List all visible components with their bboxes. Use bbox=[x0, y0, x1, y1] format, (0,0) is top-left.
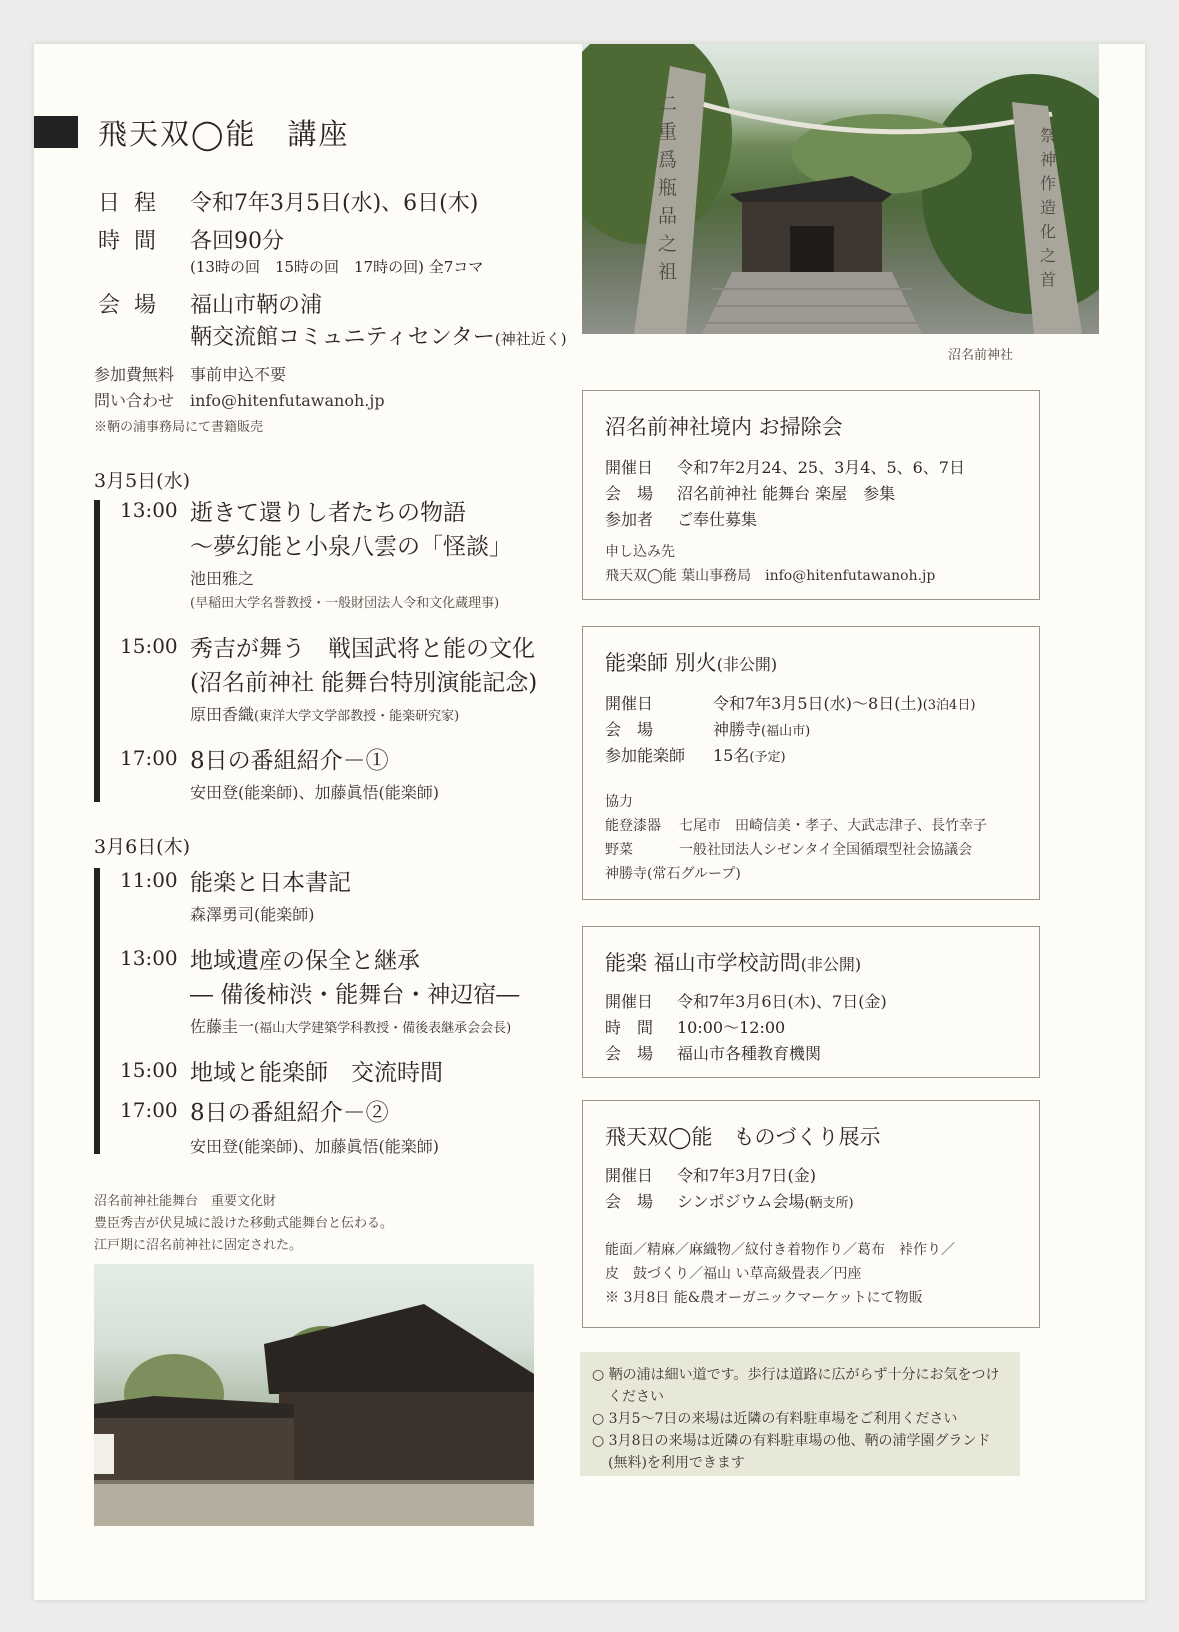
day1-label: 3月5日(水) bbox=[94, 470, 191, 492]
box1-row2-value: 沼名前神社 能舞台 楽屋 参集 bbox=[677, 484, 896, 503]
box1-row3-value: ご奉仕募集 bbox=[677, 510, 758, 529]
box2-row1-text: 令和7年3月5日(水)～8日(土) bbox=[713, 694, 923, 713]
box1-title: 沼名前神社境内 お掃除会 bbox=[605, 415, 843, 439]
box1-row1-value: 令和7年2月24、25、3月4、5、6、7日 bbox=[677, 458, 965, 477]
flyer-sheet bbox=[34, 44, 1145, 1600]
stage-caption-1: 沼名前神社能舞台 重要文化財 bbox=[94, 1194, 277, 1209]
box3-title-note: (非公開) bbox=[800, 955, 862, 974]
notice-1b: ください bbox=[608, 1389, 664, 1405]
title-marker bbox=[34, 116, 78, 148]
day1-time-1: 13:00 bbox=[120, 498, 178, 522]
venue-note: (神社近く) bbox=[494, 330, 567, 348]
box4-crafts-1: 能面／精麻／麻織物／紋付き着物作り／葛布 裃作り／ bbox=[605, 1242, 955, 1258]
venue-label: 会場 bbox=[98, 293, 171, 318]
box2-row3-text: 15名 bbox=[713, 746, 750, 765]
box2-row2-label: 会 場 bbox=[605, 720, 654, 739]
school-visit-box bbox=[582, 926, 1040, 1078]
box2-title-note: (非公開) bbox=[716, 655, 778, 674]
box3-row2-label: 時 間 bbox=[605, 1018, 654, 1037]
day2-title-2a: 地域遺産の保全と継承 bbox=[190, 948, 420, 974]
schedule-value: 令和7年3月5日(水)、6日(木) bbox=[190, 191, 479, 216]
contact-text: 問い合わせ info@hitenfutawanoh.jp bbox=[94, 391, 385, 410]
left-pillar-inscription: 二重爲瓶品之祖 bbox=[658, 93, 678, 283]
box1-apply-label: 申し込み先 bbox=[605, 544, 675, 560]
box2-coop2-value: 一般社団法人シゼンタイ全国循環型社会協議会 bbox=[679, 842, 973, 858]
craft-exhibition-box bbox=[582, 1100, 1040, 1328]
day2-label: 3月6日(木) bbox=[94, 836, 191, 858]
day2-speaker-2-name: 佐藤圭一 bbox=[190, 1017, 255, 1036]
box4-row2-note: (鞆支所) bbox=[804, 1196, 854, 1211]
shrine-photo bbox=[582, 44, 1099, 334]
betsubi-box bbox=[582, 626, 1040, 900]
noh-stage-illustration bbox=[94, 1264, 534, 1526]
day2-speaker-2-role: (福山大学建築学科教授・備後表継承会会長) bbox=[254, 1021, 512, 1036]
box3-row1-value: 令和7年3月6日(木)、7日(金) bbox=[677, 992, 887, 1011]
box4-row1-label: 開催日 bbox=[605, 1166, 654, 1185]
box2-row1-note: (3泊4日) bbox=[922, 698, 976, 713]
box4-row2-text: シンポジウム会場 bbox=[677, 1192, 805, 1211]
box2-row3-value bbox=[713, 743, 786, 766]
box2-coop2-label: 野菜 bbox=[605, 842, 633, 858]
box3-row2-value: 10:00～12:00 bbox=[677, 1018, 786, 1037]
box1-apply-value: 飛天双◯能 葉山事務局 info@hitenfutawanoh.jp bbox=[605, 568, 936, 584]
day2-rule bbox=[94, 868, 100, 1154]
box3-title: 能楽 福山市学校訪問 bbox=[605, 951, 801, 975]
time-label: 時間 bbox=[98, 229, 171, 254]
box2-title: 能楽師 別火 bbox=[605, 651, 717, 675]
book-note: ※鞆の浦事務局にて書籍販売 bbox=[94, 420, 264, 435]
day2-time-2: 13:00 bbox=[120, 946, 178, 970]
day1-speaker-2-name: 原田香織 bbox=[190, 705, 255, 724]
access-notice bbox=[580, 1352, 1020, 1476]
venue-line2 bbox=[190, 320, 567, 351]
box1-row3-label: 参加者 bbox=[605, 510, 654, 529]
page-title: 飛天双◯能 講座 bbox=[98, 117, 350, 151]
day2-speaker-2 bbox=[190, 1014, 511, 1037]
box2-coop-label: 協力 bbox=[605, 794, 633, 810]
cleaning-event-box bbox=[582, 390, 1040, 600]
venue-line1: 福山市鞆の浦 bbox=[190, 293, 323, 318]
box4-row2-label: 会 場 bbox=[605, 1192, 654, 1211]
box4-row1-value: 令和7年3月7日(金) bbox=[677, 1166, 817, 1185]
day1-title-3: 8日の番組紹介－① bbox=[190, 748, 389, 774]
box4-row2-value bbox=[677, 1189, 854, 1212]
day1-speaker-3: 安田登(能楽師)、加藤眞悟(能楽師) bbox=[190, 783, 439, 802]
box2-row3-note: (予定) bbox=[749, 750, 786, 765]
notice-3b: (無料)を利用できます bbox=[608, 1455, 745, 1471]
day1-time-2: 15:00 bbox=[120, 634, 178, 658]
box2-row2-note: (福山市) bbox=[761, 724, 811, 739]
box2-title-line bbox=[605, 647, 777, 677]
schedule-label: 日程 bbox=[98, 191, 171, 216]
day2-time-1: 11:00 bbox=[120, 868, 178, 892]
box3-row3-value: 福山市各種教育機関 bbox=[677, 1044, 822, 1063]
box2-coop3-label: 神勝寺(常石グループ) bbox=[605, 866, 741, 882]
notice-2: ○ 3月5～7日の来場は近隣の有料駐車場をご利用ください bbox=[592, 1411, 958, 1427]
box1-row2-label: 会 場 bbox=[605, 484, 654, 503]
time-value: 各回90分 bbox=[190, 229, 284, 254]
box3-row3-label: 会 場 bbox=[605, 1044, 654, 1063]
right-pillar-inscription: 祭神作造化之首 bbox=[1040, 126, 1057, 289]
time-note: (13時の回 15時の回 17時の回) 全7コマ bbox=[190, 258, 484, 276]
day1-title-2a: 秀吉が舞う 戦国武将と能の文化 bbox=[190, 636, 535, 662]
notice-3a: ○ 3月8日の来場は近隣の有料駐車場の他、鞆の浦学園グランド bbox=[592, 1433, 991, 1449]
box3-row1-label: 開催日 bbox=[605, 992, 654, 1011]
notice-1a: ○ 鞆の浦は細い道です。歩行は道路に広がらず十分にお気をつけ bbox=[592, 1367, 1000, 1383]
shrine-photo-caption: 沼名前神社 bbox=[948, 348, 1014, 363]
day1-speaker-2 bbox=[190, 702, 459, 725]
day2-time-4: 17:00 bbox=[120, 1098, 178, 1122]
day1-role-1: (早稲田大学名誉教授・一般財団法人令和文化蔵理事) bbox=[190, 596, 500, 611]
stage-caption-3: 江戸期に沼名前神社に固定された。 bbox=[94, 1238, 303, 1253]
box2-row2-text: 神勝寺 bbox=[713, 720, 762, 739]
day2-title-2b: ― 備後柿渋・能舞台・神辺宿― bbox=[190, 982, 520, 1008]
day2-title-1: 能楽と日本書記 bbox=[190, 870, 351, 896]
day1-rule bbox=[94, 500, 100, 802]
box2-coop1-value: 七尾市 田崎信美・孝子、大武志津子、長竹幸子 bbox=[679, 818, 987, 834]
fee-text: 参加費無料 事前申込不要 bbox=[94, 365, 287, 384]
day1-speaker-2-role: (東洋大学文学部教授・能楽研究家) bbox=[254, 709, 460, 724]
box2-coop1-label: 能登漆器 bbox=[605, 818, 661, 834]
day1-title-1b: ～夢幻能と小泉八雲の「怪談」 bbox=[190, 534, 512, 560]
day1-speaker-1: 池田雅之 bbox=[190, 569, 255, 588]
venue-name: 鞆交流館コミュニティセンター bbox=[190, 325, 495, 350]
day1-title-1a: 逝きて還りし者たちの物語 bbox=[190, 500, 466, 526]
stage-caption-2: 豊臣秀吉が伏見城に設けた移動式能舞台と伝わる。 bbox=[94, 1216, 394, 1231]
box4-crafts-2: 皮 鼓づくり／福山 い草高級畳表／円座 bbox=[605, 1266, 862, 1282]
day2-title-4: 8日の番組紹介－② bbox=[190, 1100, 389, 1126]
box4-title: 飛天双◯能 ものづくり展示 bbox=[605, 1125, 881, 1149]
day2-speaker-4: 安田登(能楽師)、加藤眞悟(能楽師) bbox=[190, 1137, 439, 1156]
day2-speaker-1: 森澤勇司(能楽師) bbox=[190, 905, 315, 924]
box3-title-line bbox=[605, 947, 861, 977]
day2-time-3: 15:00 bbox=[120, 1058, 178, 1082]
box4-crafts-note: ※ 3月8日 能&農オーガニックマーケットにて物販 bbox=[605, 1290, 923, 1306]
box2-row2-value bbox=[713, 717, 810, 740]
day2-title-3: 地域と能楽師 交流時間 bbox=[190, 1060, 443, 1086]
box2-row1-value bbox=[713, 691, 975, 714]
box2-row1-label: 開催日 bbox=[605, 694, 654, 713]
box2-row3-label: 参加能楽師 bbox=[605, 746, 686, 765]
noh-stage-photo bbox=[94, 1264, 534, 1526]
day1-title-2b: (沼名前神社 能舞台特別演能記念) bbox=[190, 670, 538, 696]
box1-row1-label: 開催日 bbox=[605, 458, 654, 477]
day1-time-3: 17:00 bbox=[120, 746, 178, 770]
